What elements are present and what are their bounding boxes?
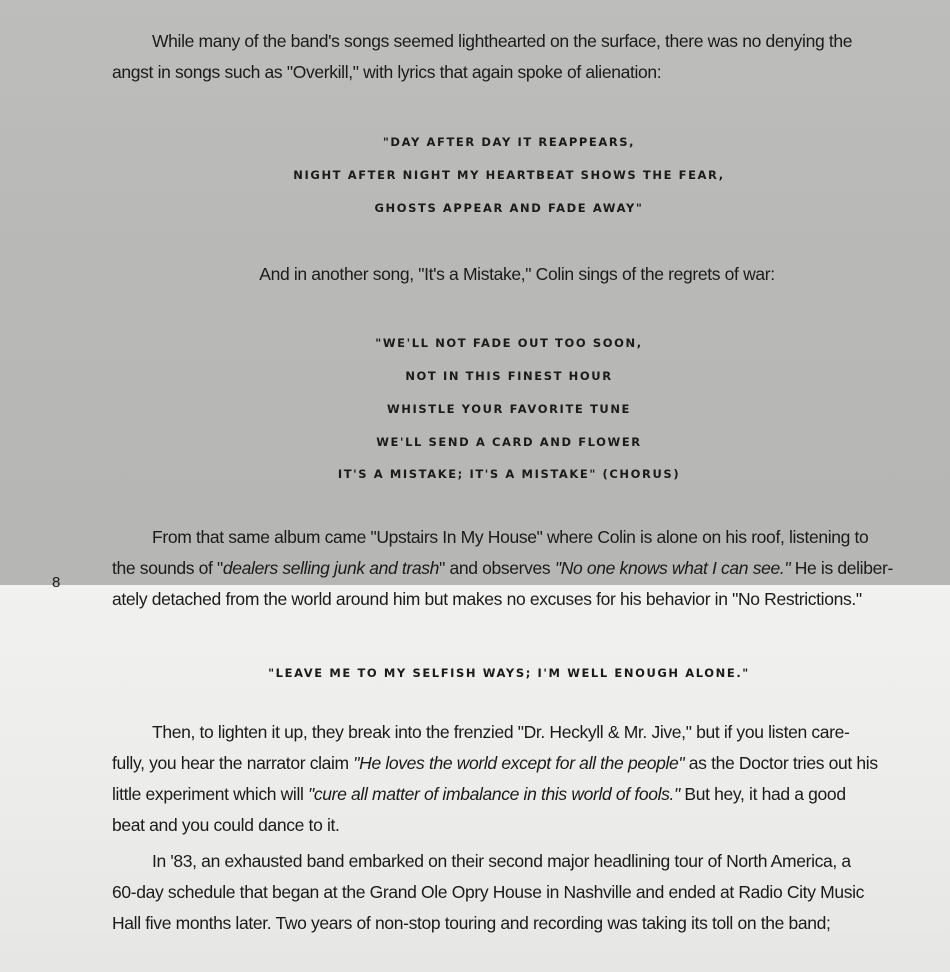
- page-number: 8: [52, 574, 61, 591]
- text-line: little experiment which will "cure all matter of imbalance in this world of fools." But hey, it had a good: [112, 784, 846, 804]
- text-line: Then, to lighten it up, they break into the frenzied "Dr. Heckyll & Mr. Jive," but if you listen care-: [152, 722, 850, 742]
- lyric-line: "LEAVE ME TO MY SELFISH WAYS; I'M WELL ENOUGH ALONE.": [268, 666, 750, 680]
- text-line: fully, you hear the narrator claim "He loves the world except for all the people" as the Doctor tries out his: [112, 753, 878, 773]
- text-line: Hall five months later. Two years of non-stop touring and recording was taking its toll on the band;: [112, 913, 831, 933]
- paragraph-overkill-intro: [112, 26, 922, 88]
- paragraph-dr-heckyll: [112, 717, 922, 841]
- text-line: beat and you could dance to it.: [112, 815, 340, 835]
- text-line: angst in songs such as "Overkill," with lyrics that again spoke of alienation:: [112, 62, 662, 82]
- text-line: ately detached from the world around him but makes no excuses for his behavior in "No Restrictions.": [112, 589, 862, 609]
- lyric-line: "DAY AFTER DAY IT REAPPEARS,: [382, 135, 636, 149]
- lyric-line: GHOSTS APPEAR AND FADE AWAY": [374, 201, 644, 215]
- lyric-line: NOT IN THIS FINEST HOUR: [405, 369, 613, 383]
- lyric-line: WE'LL SEND A CARD AND FLOWER: [376, 435, 642, 449]
- text-line: While many of the band's songs seemed lighthearted on the surface, there was no denying the: [152, 31, 853, 51]
- lyric-line: "WE'LL NOT FADE OUT TOO SOON,: [375, 336, 643, 350]
- paragraph-its-a-mistake-intro: And in another song, "It's a Mistake," Colin sings of the regrets of war:: [259, 264, 775, 284]
- text-line: From that same album came "Upstairs In My House" where Colin is alone on his roof, listening to: [152, 527, 869, 547]
- lyric-line: NIGHT AFTER NIGHT MY HEARTBEAT SHOWS THE FEAR,: [293, 168, 725, 182]
- text-line: the sounds of "dealers selling junk and trash" and observes "No one knows what I can see." He is deliber-: [112, 558, 893, 578]
- lyric-line: WHISTLE YOUR FAVORITE TUNE: [386, 402, 632, 416]
- paragraph-tour-83: [112, 846, 922, 939]
- text-line: 60-day schedule that began at the Grand Ole Opry House in Nashville and ended at Radio City Music: [112, 882, 865, 902]
- text-line: In '83, an exhausted band embarked on their second major headlining tour of North America, a: [152, 851, 851, 871]
- paragraph-upstairs: [112, 522, 922, 615]
- lyric-line: IT'S A MISTAKE; IT'S A MISTAKE" (CHORUS): [337, 467, 681, 481]
